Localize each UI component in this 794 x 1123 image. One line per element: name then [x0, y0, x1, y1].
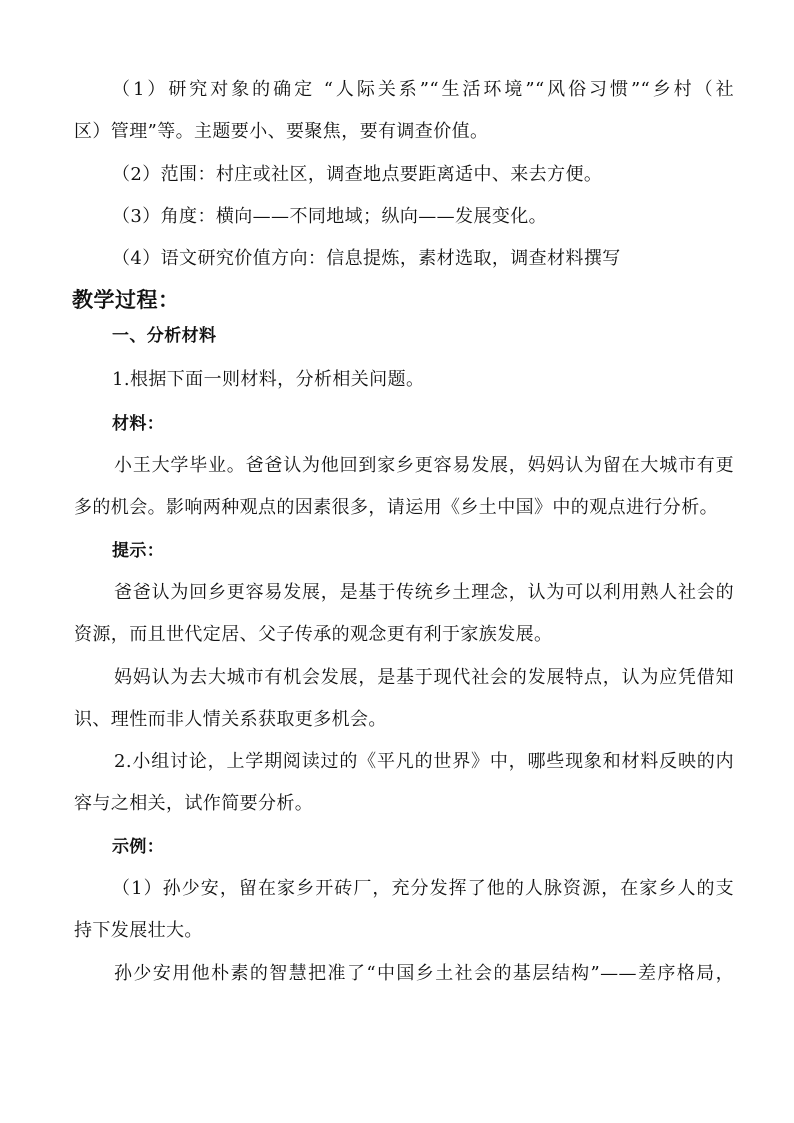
section-1-heading: 一、分析材料 — [112, 326, 217, 346]
material-line-2: 多的机会。影响两种观点的因素很多，请运用《乡土中国》中的观点进行分析。 — [74, 497, 718, 518]
question-2-line-2: 容与之相关，试作简要分析。 — [74, 793, 314, 814]
example-label: 示例： — [112, 837, 165, 857]
prep-item-1-line-2: 区）管理”等。主题要小、要聚焦，要有调查价值。 — [74, 121, 489, 142]
process-heading: 教学过程： — [72, 288, 180, 312]
example-1-line-1: （1）孙少安，留在家乡开砖厂，充分发挥了他的人脉资源，在家乡人的支 — [112, 878, 734, 899]
prep-item-2: （2）范围：村庄或社区，调查地点要距离适中、来去方便。 — [112, 164, 603, 185]
example-1-continuation: 孙少安用他朴素的智慧把准了“中国乡土社会的基层结构”——差序格局， — [114, 963, 734, 984]
hint-dad-line-2: 资源，而且世代定居、父子传承的观念更有利于家族发展。 — [74, 624, 553, 645]
material-line-1: 小王大学毕业。爸爸认为他回到家乡更容易发展，妈妈认为留在大城市有更 — [114, 455, 734, 476]
question-1: 1.根据下面一则材料，分析相关问题。 — [112, 369, 425, 390]
material-label: 材料： — [112, 414, 165, 434]
prep-item-1-line-1: （1）研究对象的确定 “人际关系”“生活环境”“风俗习惯”“乡村（社 — [112, 79, 734, 100]
example-1-line-2: 持下发展壮大。 — [74, 920, 203, 941]
prep-item-3: （3）角度：横向——不同地域；纵向——发展变化。 — [112, 206, 548, 227]
hint-dad-line-1: 爸爸认为回乡更容易发展，是基于传统乡土理念，认为可以利用熟人社会的 — [114, 582, 734, 603]
question-2-line-1: 2.小组讨论，上学期阅读过的《平凡的世界》中，哪些现象和材料反映的内 — [114, 751, 734, 772]
prep-item-4: （4）语文研究价值方向：信息提炼，素材选取，调查材料撰写 — [112, 248, 621, 269]
hint-mom-line-2: 识、理性而非人情关系获取更多机会。 — [74, 709, 387, 730]
hint-mom-line-1: 妈妈认为去大城市有机会发展，是基于现代社会的发展特点，认为应凭借知 — [114, 667, 734, 688]
hint-label: 提示： — [112, 541, 165, 561]
